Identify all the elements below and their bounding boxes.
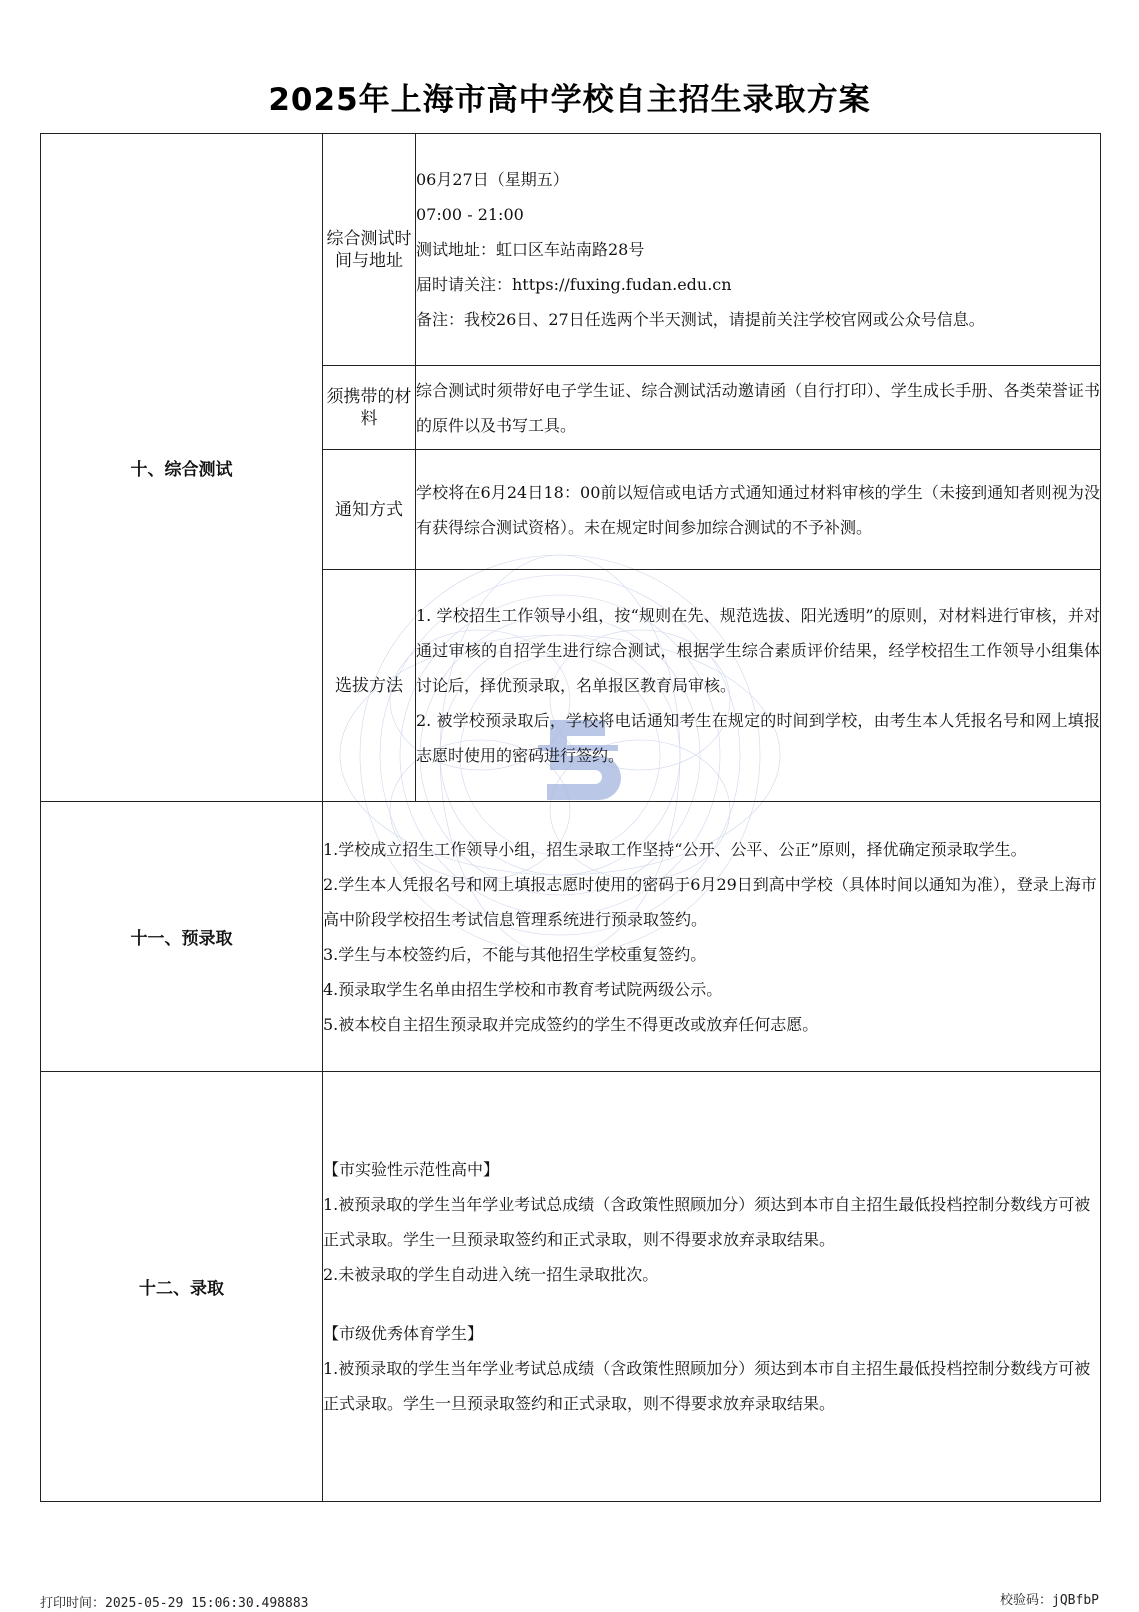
group-b-title: 【市级优秀体育学生】 [323, 1324, 484, 1343]
pre-admission-item-3: 3.学生与本校签约后，不能与其他招生学校重复签约。 [323, 944, 707, 964]
method-item-2: 2. 被学校预录取后，学校将电话通知考生在规定的时间到学校，由考生本人凭报名号和网上填报志愿时使用的密码进行签约。 [416, 711, 1100, 765]
test-date: 06月27日（星期五） [416, 170, 569, 189]
label-test-time-address: 综合测试时间与地址 [323, 134, 416, 366]
selection-method-content [416, 570, 1101, 802]
test-time-address-content [416, 134, 1101, 366]
page-title: 2025年上海市高中学校自主招生录取方案 [268, 82, 871, 118]
print-time: 打印时间：2025-05-29 15:06:30.498883 [40, 1596, 309, 1611]
pre-admission-item-2: 2.学生本人凭报名号和网上填报志愿时使用的密码于6月29日到高中学校（具体时间以通知为准），登录上海市高中阶段学校招生考试信息管理系统进行预录取签约。 [323, 874, 1097, 929]
pre-admission-item-5: 5.被本校自主招生预录取并完成签约的学生不得更改或放弃任何志愿。 [323, 1014, 819, 1034]
test-website: 届时请关注：https://fuxing.fudan.edu.cn [416, 275, 732, 294]
test-address: 测试地址：虹口区车站南路28号 [416, 240, 645, 259]
label-notice: 通知方式 [323, 450, 416, 570]
section-10-heading: 十、综合测试 [41, 134, 323, 802]
group-a-item-1: 1.被预录取的学生当年学业考试总成绩（含政策性照顾加分）须达到本市自主招生最低投档控制分数线方可被正式录取。学生一旦预录取签约和正式录取，则不得要求放弃录取结果。 [323, 1195, 1091, 1249]
admission-content [323, 1072, 1101, 1502]
test-remark: 备注：我校26日、27日任选两个半天测试，请提前关注学校官网或公众号信息。 [416, 310, 985, 329]
verify-code: 校验码：jQBfbP [1000, 1593, 1099, 1608]
test-hours: 07:00 - 21:00 [416, 205, 524, 224]
group-b-item-1: 1.被预录取的学生当年学业考试总成绩（含政策性照顾加分）须达到本市自主招生最低投档控制分数线方可被正式录取。学生一旦预录取签约和正式录取，则不得要求放弃录取结果。 [323, 1359, 1091, 1413]
notice-content: 学校将在6月24日18：00前以短信或电话方式通知通过材料审核的学生（未接到通知者则视为没有获得综合测试资格）。未在规定时间参加综合测试的不予补测。 [416, 450, 1101, 570]
group-a-title: 【市实验性示范性高中】 [323, 1160, 500, 1179]
materials-content: 综合测试时须带好电子学生证、综合测试活动邀请函（自行打印）、学生成长手册、各类荣誉证书的原件以及书写工具。 [416, 366, 1101, 450]
label-selection-method: 选拔方法 [323, 570, 416, 802]
group-a-item-2: 2.未被录取的学生自动进入统一招生录取批次。 [323, 1265, 659, 1284]
section-11-heading: 十一、预录取 [41, 802, 323, 1072]
method-item-1: 1. 学校招生工作领导小组，按“规则在先、规范选拔、阳光透明”的原则，对材料进行审核，并对通过审核的自招学生进行综合测试，根据学生综合素质评价结果，经学校招生工作领导小组集体讨论后，择优预录取，名单报区教育局审核。 [416, 606, 1100, 695]
pre-admission-content [323, 802, 1101, 1072]
pre-admission-item-4: 4.预录取学生名单由招生学校和市教育考试院两级公示。 [323, 979, 723, 999]
section-12-heading: 十二、录取 [41, 1072, 323, 1502]
admission-table [40, 133, 1101, 1502]
label-materials: 须携带的材料 [323, 366, 416, 450]
pre-admission-item-1: 1.学校成立招生工作领导小组，招生录取工作坚持“公开、公平、公正”原则，择优确定预录取学生。 [323, 839, 1027, 859]
